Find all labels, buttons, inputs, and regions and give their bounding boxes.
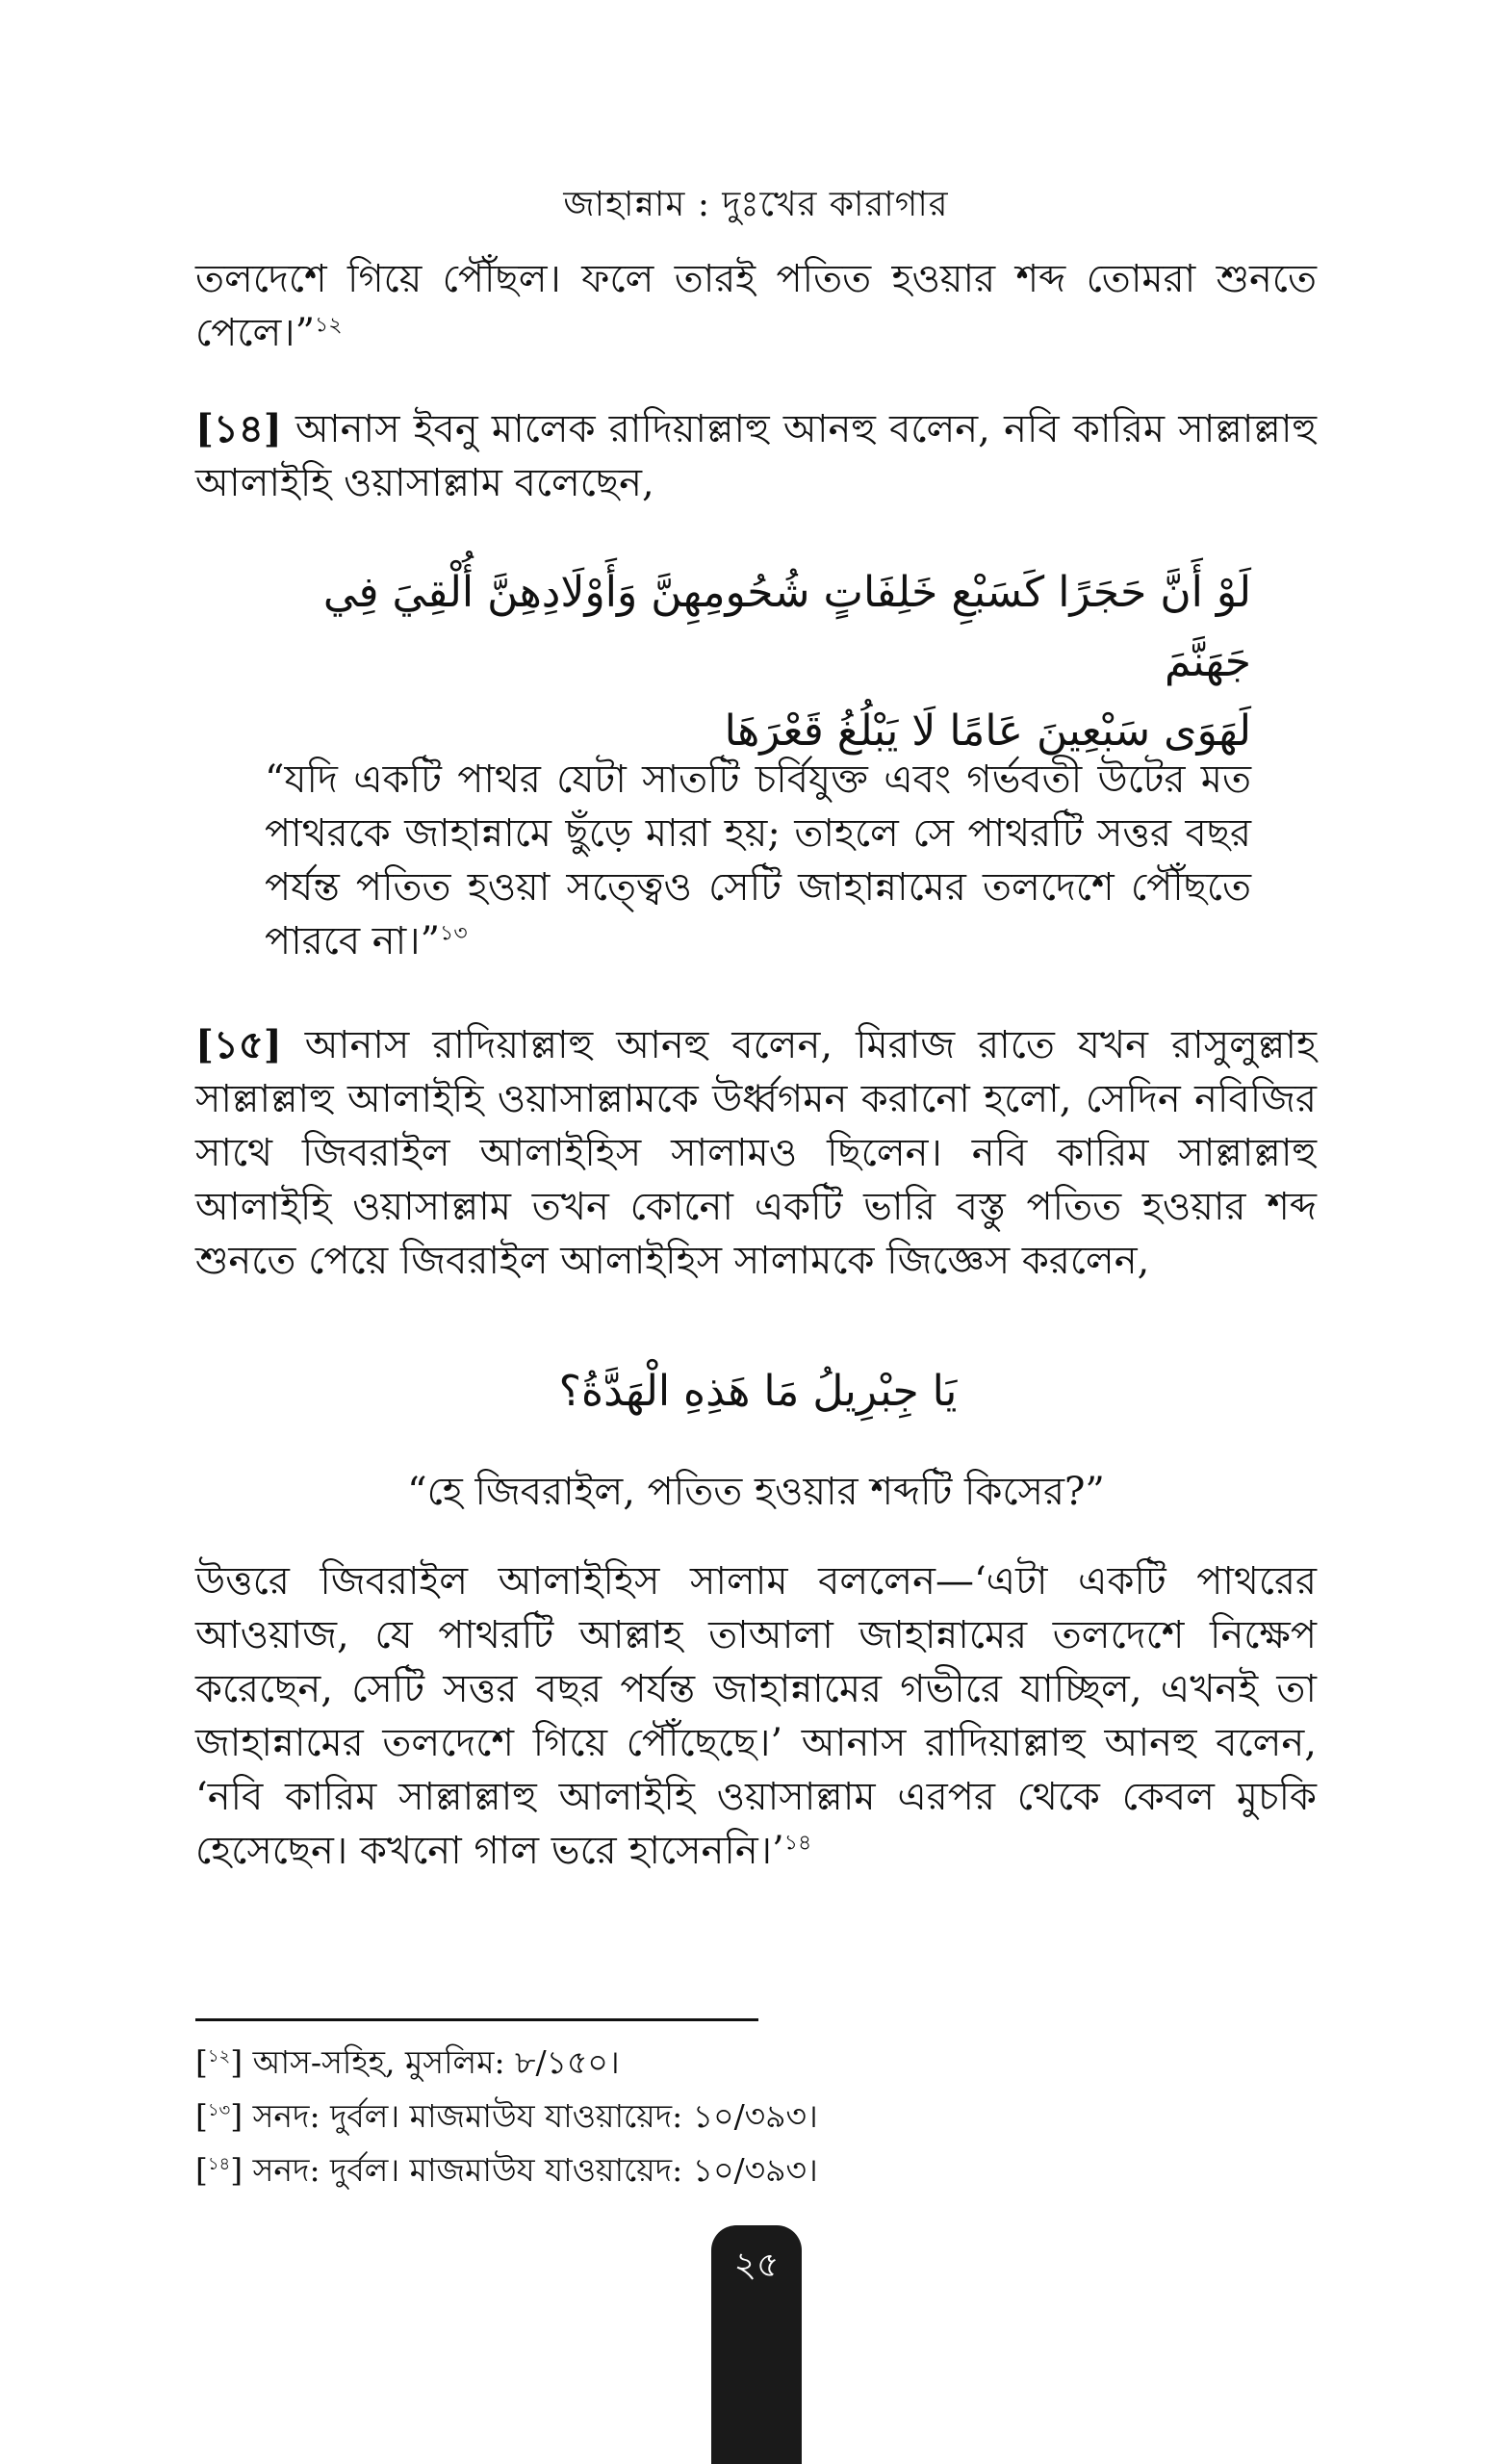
footnote-text: সনদ: দুর্বল। মাজমাউয যাওয়ায়েদ: ১০/৩৯৩। <box>243 2151 818 2189</box>
arabic-text-14 <box>265 558 1251 766</box>
footnotes <box>195 2036 1254 2197</box>
footnote-number: ১২ <box>207 2046 231 2066</box>
paragraph-continuation <box>195 252 1317 360</box>
footnote-text: সনদ: দুর্বল। মাজমাউয যাওয়ায়েদ: ১০/৩৯৩। <box>243 2097 818 2135</box>
page-number-tab <box>711 2225 802 2464</box>
answer-text: উত্তরে জিবরাইল আলাইহিস সালাম বললেন—‘এটা একটি পাথরের আওয়াজ, যে পাথরটি আল্লাহ তাআলা জাহান্নামের তলদেশে নিক্ষেপ করেছেন, সেটি সত্তর বছর পর্যন্ত জাহান্নামের গভীরে যাচ্ছিল, এখনই তা জাহান্নামের তলদেশে গিয়ে পৌঁছেছে।’ আনাস রাদিয়াল্লাহু আনহু বলেন, ‘নবি কারিম সাল্লাল্লাহু আলাইহি ওয়াসাল্লাম এরপর থেকে কেবল মুচকি হেসেছেন। কখনো গাল ভরে হাসেননি।’ <box>195 1559 1317 1873</box>
arabic-line: لَوْ أَنَّ حَجَرًا كَسَبْعِ خَلِفَاتٍ شُحُومِهِنَّ وَأَوْلَادِهِنَّ أُلْقِيَ فِي جَهَنَّمَ <box>322 568 1251 686</box>
hadith-number: [১৪] <box>195 406 282 451</box>
hadith-text: আনাস রাদিয়াল্লাহু আনহু বলেন, মিরাজ রাতে যখন রাসুলুল্লাহ সাল্লাল্লাহু আলাইহি ওয়াসাল্লামকে উর্ধ্বগমন করানো হলো, সেদিন নবিজির সাথে জিবরাইল আলাইহিস সালামও ছিলেন। নবি কারিম সাল্লাল্লাহু আলাইহি ওয়াসাল্লাম তখন কোনো একটি ভারি বস্তু পতিত হওয়ার শব্দ শুনতে পেয়ে জিবরাইল আলাইহিস সালামকে জিজ্ঞেস করলেন, <box>195 1023 1317 1283</box>
arabic-text-15: يَا جِبْرِيلُ مَا هَذِهِ الْهَدَّةُ؟ <box>558 1367 958 1416</box>
footnote: [$^{১২}$] আস-সহিহ, মুসলিম: ৮/১৫০। <box>195 2043 620 2081</box>
page-number: ২৫ <box>733 2246 780 2285</box>
footnote-marker[interactable]: ১২ <box>315 313 343 338</box>
footnote-number: ১৪ <box>207 2154 231 2174</box>
arabic-line: لَهَوَى سَبْعِينَ عَامًا لَا يَبْلُغُ قَعْرَهَا <box>724 706 1251 756</box>
hadith-15 <box>195 1018 1317 1288</box>
hadith-number: [১৫] <box>195 1022 282 1067</box>
translation-14 <box>265 753 1251 968</box>
footnote: [$^{১৪}$] সনদ: দুর্বল। মাজমাউয যাওয়ায়েদ: ১০/৩৯৩। <box>195 2151 818 2189</box>
footnote-divider <box>195 2018 758 2021</box>
hadith-text: আনাস ইবনু মালেক রাদিয়াল্লাহু আনহু বলেন, নবি কারিম সাল্লাল্লাহু আলাইহি ওয়াসাল্লাম বলেছেন, <box>195 407 1317 505</box>
translation-text: “যদি একটি পাথর যেটা সাতটি চর্বিযুক্ত এবং গর্ভবতী উটের মত পাথরকে জাহান্নামে ছুঁড়ে মারা হয়; তাহলে সে পাথরটি সত্তর বছর পর্যন্ত পতিত হওয়া সত্ত্বেও সেটি জাহান্নামের তলদেশে পৌঁছতে পারবে না।” <box>265 757 1251 963</box>
footnote: [$^{১৩}$] সনদ: দুর্বল। মাজমাউয যাওয়ায়েদ: ১০/৩৯৩। <box>195 2097 818 2135</box>
translation-15: “হে জিবরাইল, পতিত হওয়ার শব্দটি কিসের?” <box>407 1470 1105 1514</box>
answer-paragraph <box>195 1554 1317 1878</box>
footnote-marker[interactable]: ১৩ <box>440 921 468 946</box>
running-head: জাহান্নাম : দুঃখের কারাগার <box>563 185 949 224</box>
footnote-text: আস-সহিহ, মুসলিম: ৮/১৫০। <box>243 2043 620 2081</box>
paragraph-text: তলদেশে গিয়ে পৌঁছল। ফলে তারই পতিত হওয়ার শব্দ তোমরা শুনতে পেলে।” <box>195 257 1317 355</box>
footnote-marker[interactable]: ১৪ <box>783 1831 812 1856</box>
footnote-number: ১৩ <box>207 2100 231 2120</box>
hadith-14 <box>195 402 1317 510</box>
